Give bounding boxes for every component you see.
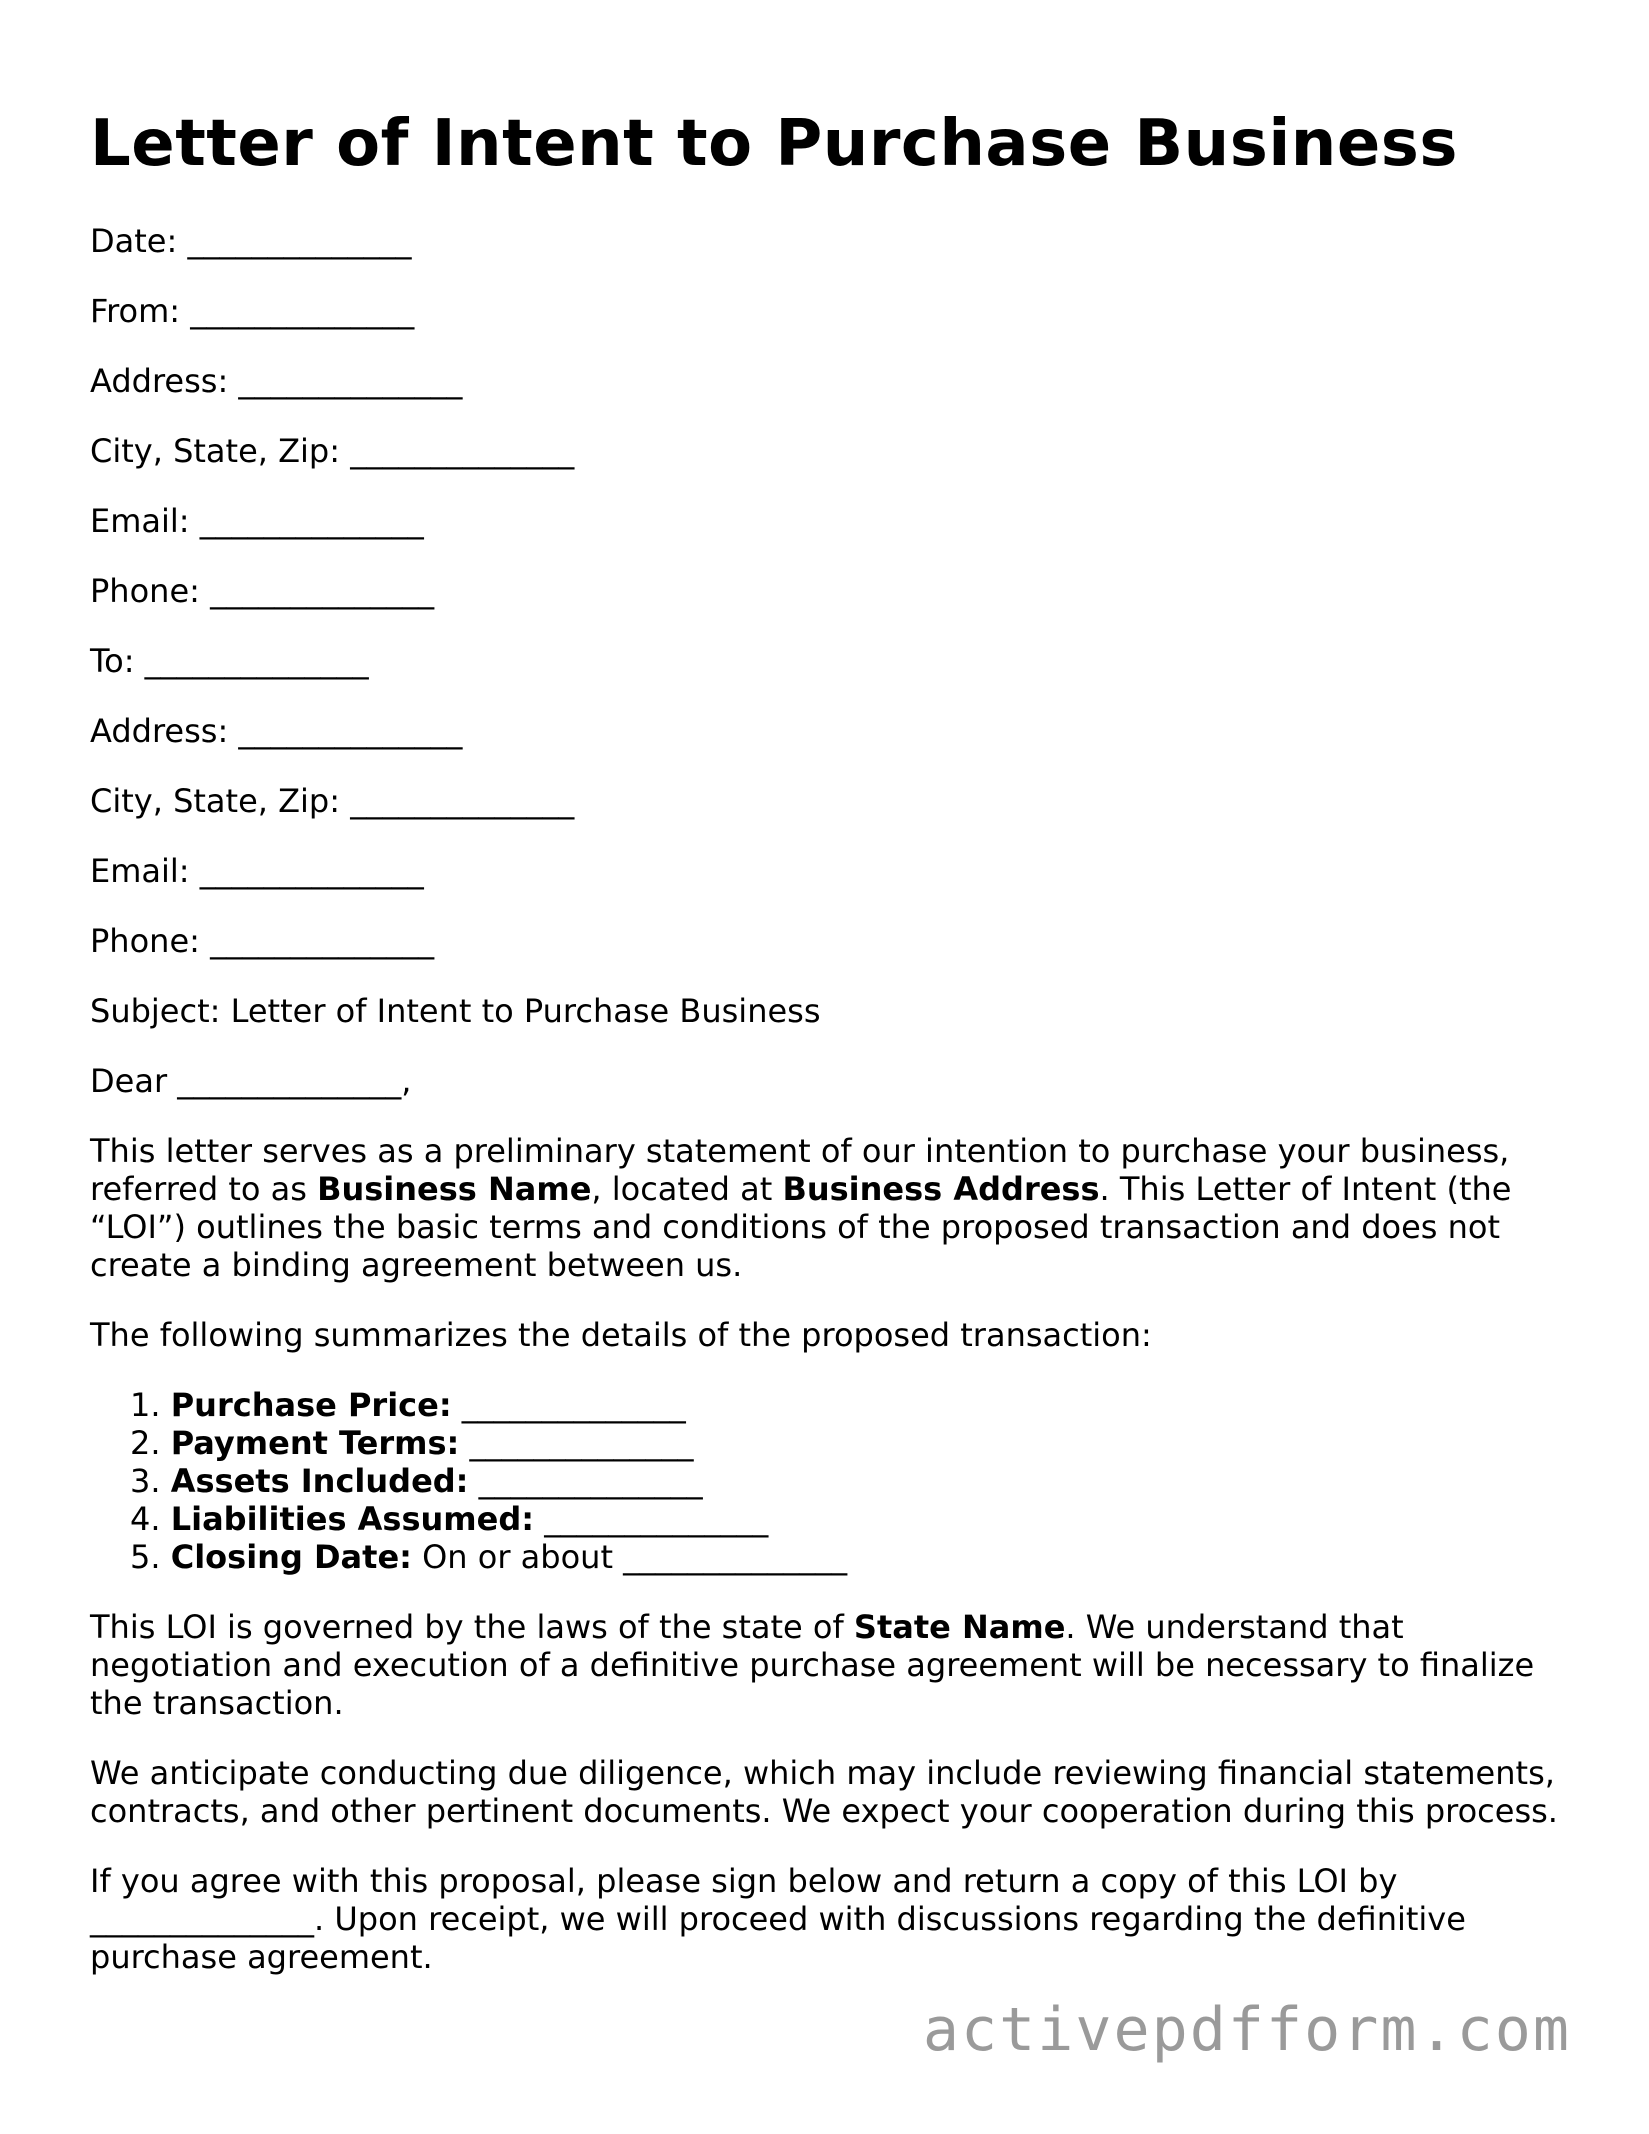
state-name: State Name	[853, 1607, 1066, 1646]
sender-phone-blank[interactable]: ______________	[210, 571, 435, 610]
recipient-address-blank[interactable]: ______________	[238, 711, 463, 750]
term-label: Assets Included:	[170, 1461, 469, 1500]
salutation-prefix: Dear	[90, 1061, 168, 1100]
return-date-blank[interactable]: ______________	[90, 1899, 314, 1938]
term-number: 4.	[130, 1499, 161, 1538]
sender-address-field[interactable]	[90, 362, 1570, 400]
governing-text-1: This LOI is governed by the laws of the state of	[90, 1607, 854, 1646]
recipient-phone-label: Phone:	[90, 921, 200, 960]
salutation-suffix: ,	[401, 1061, 412, 1100]
term-label: Payment Terms:	[170, 1423, 460, 1462]
term-number: 5.	[130, 1537, 161, 1576]
date-blank[interactable]: ______________	[187, 221, 412, 260]
recipient-city-state-zip-field[interactable]	[90, 782, 1570, 820]
term-assets-included	[130, 1462, 1570, 1500]
term-payment-terms	[130, 1424, 1570, 1462]
recipient-address-label: Address:	[90, 711, 229, 750]
recipient-email-field[interactable]	[90, 852, 1570, 890]
governing-text-2: . We understand that negotiation and execution of a definitive purchase agreement will be necessary to finalize the transaction.	[90, 1607, 1535, 1722]
date-label: Date:	[90, 221, 178, 260]
sender-phone-label: Phone:	[90, 571, 200, 610]
recipient-city-state-zip-blank[interactable]: ______________	[350, 781, 575, 820]
term-blank[interactable]: ______________	[461, 1385, 686, 1424]
closing-text-1: If you agree with this proposal, please sign below and return a copy of this LOI by	[90, 1861, 1398, 1900]
term-label: Closing Date:	[170, 1537, 412, 1576]
intro-paragraph	[90, 1132, 1570, 1284]
to-blank[interactable]: ______________	[144, 641, 369, 680]
sender-email-field[interactable]	[90, 502, 1570, 540]
sender-city-state-zip-field[interactable]	[90, 432, 1570, 470]
term-number: 2.	[130, 1423, 161, 1462]
from-blank[interactable]: ______________	[190, 291, 415, 330]
term-number: 3.	[130, 1461, 161, 1500]
sender-city-state-zip-label: City, State, Zip:	[90, 431, 341, 470]
subject-line: Subject: Letter of Intent to Purchase Business	[90, 991, 821, 1030]
intro-text-3: . This Letter of Intent (the “LOI”) outlines the basic terms and conditions of the proposed transaction and does not create a binding agreement between us.	[90, 1169, 1512, 1284]
to-field[interactable]	[90, 642, 1570, 680]
term-prefix: On or about	[422, 1537, 613, 1576]
term-blank[interactable]: ______________	[478, 1461, 703, 1500]
salutation-blank[interactable]: ______________	[177, 1061, 402, 1100]
intro-text-2: , located at	[591, 1169, 783, 1208]
term-closing-date	[130, 1538, 1570, 1576]
recipient-email-label: Email:	[90, 851, 190, 890]
term-liabilities-assumed	[130, 1500, 1570, 1538]
closing-text-2: . Upon receipt, we will proceed with discussions regarding the definitive purchase agreement.	[90, 1899, 1466, 1976]
from-label: From:	[90, 291, 181, 330]
business-name: Business Name	[317, 1169, 592, 1208]
intro-text-1: This letter serves as a preliminary statement of our intention to purchase your business, referred to as	[90, 1131, 1510, 1208]
from-field[interactable]	[90, 292, 1570, 330]
sender-address-label: Address:	[90, 361, 229, 400]
term-blank[interactable]: ______________	[544, 1499, 769, 1538]
term-number: 1.	[130, 1385, 161, 1424]
recipient-city-state-zip-label: City, State, Zip:	[90, 781, 341, 820]
letter-page	[90, 108, 1570, 2008]
closing-paragraph	[90, 1862, 1570, 1976]
recipient-address-field[interactable]	[90, 712, 1570, 750]
term-purchase-price	[130, 1386, 1570, 1424]
sender-email-blank[interactable]: ______________	[199, 501, 424, 540]
term-label: Purchase Price:	[170, 1385, 452, 1424]
to-label: To:	[90, 641, 135, 680]
sender-phone-field[interactable]	[90, 572, 1570, 610]
sender-email-label: Email:	[90, 501, 190, 540]
business-address: Business Address	[782, 1169, 1100, 1208]
document-title: Letter of Intent to Purchase Business	[90, 107, 1458, 181]
recipient-email-blank[interactable]: ______________	[199, 851, 424, 890]
recipient-phone-field[interactable]	[90, 922, 1570, 960]
term-label: Liabilities Assumed:	[170, 1499, 535, 1538]
term-blank[interactable]: ______________	[623, 1537, 848, 1576]
term-blank[interactable]: ______________	[469, 1423, 694, 1462]
date-field[interactable]	[90, 222, 1570, 260]
recipient-phone-blank[interactable]: ______________	[210, 921, 435, 960]
governing-law-paragraph	[90, 1608, 1570, 1722]
terms-list	[90, 1386, 1570, 1576]
sender-address-blank[interactable]: ______________	[238, 361, 463, 400]
salutation	[90, 1062, 1570, 1100]
due-diligence-paragraph: We anticipate conducting due diligence, which may include reviewing financial statements, contracts, and other pertinent documents. We expect your cooperation during this process.	[90, 1753, 1558, 1830]
sender-city-state-zip-blank[interactable]: ______________	[350, 431, 575, 470]
summary-intro: The following summarizes the details of the proposed transaction:	[90, 1315, 1152, 1354]
watermark: activepdfform.com	[922, 1995, 1571, 2065]
